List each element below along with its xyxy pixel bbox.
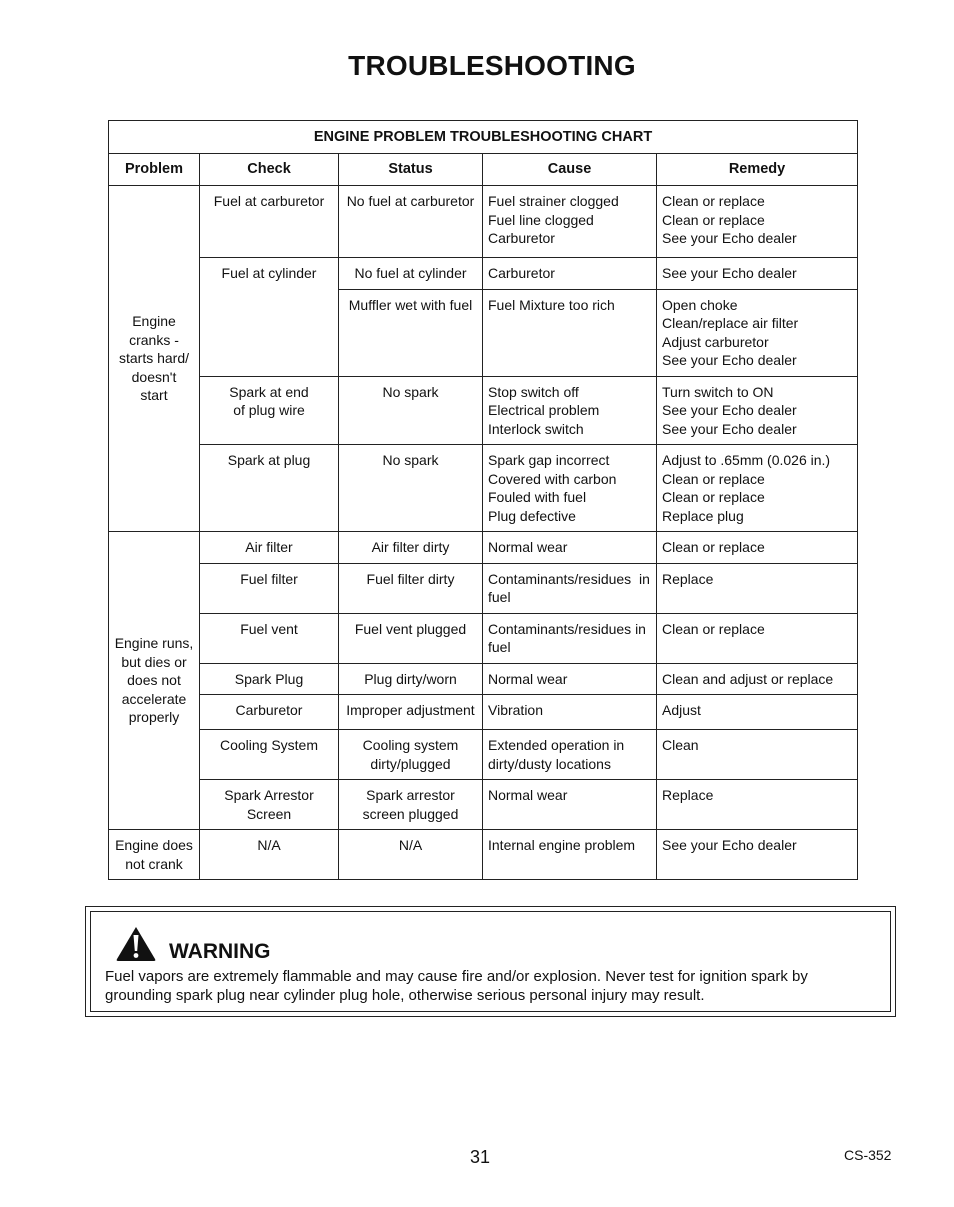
check-cell: Fuel at cylinder — [200, 258, 339, 377]
header-row — [109, 154, 858, 186]
table-row — [109, 663, 858, 695]
cause-line: Fuel line clogged — [488, 211, 594, 228]
cause-cell: Normal wear — [483, 532, 657, 564]
check-cell: Fuel filter — [200, 563, 339, 613]
cause-cell — [483, 289, 657, 376]
check-label: Spark Arrestor Screen — [224, 787, 314, 822]
table-row — [109, 258, 858, 290]
cause-line: Plug defective — [488, 507, 576, 524]
status-cell: No spark — [339, 445, 483, 532]
cause-cell — [483, 730, 657, 780]
table-row — [109, 830, 858, 880]
remedy-cell: Clean or replace — [657, 613, 858, 663]
cause-label: Extended operation in dirty/dusty locations — [488, 737, 625, 772]
problem-label: Engine does not crank — [115, 837, 193, 872]
cause-line: Spark gap incorrect — [488, 452, 610, 468]
warning-box-inner — [90, 911, 891, 1012]
remedy-line: See your Echo dealer — [662, 265, 797, 281]
header-check: Check — [200, 154, 339, 186]
remedy-cell: Clean and adjust or replace — [657, 663, 858, 695]
problem-cell — [109, 532, 200, 830]
table-row — [109, 613, 858, 663]
check-cell — [200, 376, 339, 445]
cause-line: Stop switch off — [488, 383, 579, 400]
cause-line: Interlock switch — [488, 420, 584, 437]
remedy-cell — [657, 445, 858, 532]
remedy-line: Clean or replace — [662, 193, 765, 209]
warning-text: Fuel vapors are extremely flammable and may cause fire and/or explosion. Never test for ignition spark by grounding spark plug near cylinder plug hole, otherwise serious personal injury may result. — [105, 968, 808, 1004]
remedy-cell: Replace — [657, 780, 858, 830]
check-cell: Spark at plug — [200, 445, 339, 532]
cause-line: Fouled with fuel — [488, 489, 587, 505]
status-cell: Muffler wet with fuel — [339, 289, 483, 376]
problem-label: Engine cranks - starts hard/ doesn't start — [118, 313, 190, 404]
troubleshooting-chart — [108, 120, 858, 880]
status-cell: Fuel vent plugged — [339, 613, 483, 663]
cause-cell: Vibration — [483, 695, 657, 730]
status-cell: No fuel at carburetor — [339, 186, 483, 258]
remedy-line: See your Echo dealer — [662, 352, 797, 368]
check-cell: N/A — [200, 830, 339, 880]
remedy-line: Adjust carburetor — [662, 333, 769, 350]
status-label: Cooling system dirty/plugged — [362, 737, 459, 772]
status-label: Spark arrestor screen plugged — [362, 787, 459, 822]
check-cell — [200, 780, 339, 830]
check-cell: Carburetor — [200, 695, 339, 730]
remedy-line: Turn switch to ON — [662, 383, 774, 400]
remedy-line: See your Echo dealer — [662, 230, 797, 246]
remedy-line: Clean/replace air filter — [662, 315, 799, 331]
status-cell: Air filter dirty — [339, 532, 483, 564]
status-cell — [339, 780, 483, 830]
remedy-cell: Adjust — [657, 695, 858, 730]
table-row — [109, 376, 858, 445]
header-remedy: Remedy — [657, 154, 858, 186]
cause-line: Electrical problem — [488, 402, 600, 418]
remedy-cell: Clean or replace — [657, 532, 858, 564]
status-cell: No fuel at cylinder — [339, 258, 483, 290]
document-code: CS-352 — [844, 1147, 892, 1163]
problem-cell — [109, 830, 200, 880]
status-cell: Fuel filter dirty — [339, 563, 483, 613]
status-cell: Plug dirty/worn — [339, 663, 483, 695]
remedy-line: Clean or replace — [662, 470, 765, 487]
page-title: TROUBLESHOOTING — [348, 50, 636, 81]
remedy-cell — [657, 186, 858, 258]
status-cell: Improper adjustment — [339, 695, 483, 730]
remedy-line: See your Echo dealer — [662, 420, 797, 437]
cause-cell — [483, 186, 657, 258]
header-cause: Cause — [483, 154, 657, 186]
remedy-cell: Replace — [657, 563, 858, 613]
table-row — [109, 532, 858, 564]
remedy-line: Open choke — [662, 296, 738, 313]
table-row — [109, 563, 858, 613]
remedy-line: Adjust to .65mm (0.026 in.) — [662, 452, 831, 468]
cause-line: Carburetor — [488, 230, 555, 246]
status-cell — [339, 730, 483, 780]
check-cell: Spark Plug — [200, 663, 339, 695]
cause-line: Covered with carbon — [488, 470, 617, 487]
remedy-line: Clean or replace — [662, 489, 765, 505]
problem-label: Engine runs, but dies or does not accelerate properly — [114, 635, 194, 726]
cause-line: Fuel strainer clogged — [488, 193, 619, 209]
header-status: Status — [339, 154, 483, 186]
cause-cell — [483, 376, 657, 445]
chart-title: ENGINE PROBLEM TROUBLESHOOTING CHART — [109, 121, 858, 154]
page-number: 31 — [470, 1147, 491, 1167]
cause-line: Fuel Mixture too rich — [488, 296, 615, 313]
warning-box — [85, 906, 896, 1017]
table-row — [109, 730, 858, 780]
status-cell: N/A — [339, 830, 483, 880]
table-row — [109, 186, 858, 258]
remedy-cell — [657, 376, 858, 445]
check-cell: Fuel at carburetor — [200, 186, 339, 258]
cause-cell: Internal engine problem — [483, 830, 657, 880]
cause-cell — [483, 445, 657, 532]
cause-cell: Normal wear — [483, 663, 657, 695]
table-row — [109, 445, 858, 532]
warning-title: WARNING — [169, 940, 271, 963]
table-row — [109, 695, 858, 730]
problem-cell — [109, 186, 200, 532]
warning-triangle-icon — [114, 925, 158, 963]
check-label: Spark at end of plug wire — [229, 383, 309, 418]
cause-cell: Normal wear — [483, 780, 657, 830]
check-cell: Air filter — [200, 532, 339, 564]
remedy-cell: Clean — [657, 730, 858, 780]
check-cell: Cooling System — [200, 730, 339, 780]
header-problem: Problem — [109, 154, 200, 186]
cause-cell: Contaminants/residues in fuel — [483, 563, 657, 613]
remedy-line: See your Echo dealer — [662, 402, 797, 418]
check-cell: Fuel vent — [200, 613, 339, 663]
table-row — [109, 780, 858, 830]
cause-line: Carburetor — [488, 265, 555, 281]
cause-cell: Contaminants/residues in fuel — [483, 613, 657, 663]
remedy-cell — [657, 258, 858, 290]
remedy-line: Replace plug — [662, 507, 744, 524]
cause-cell — [483, 258, 657, 290]
remedy-cell: See your Echo dealer — [657, 830, 858, 880]
status-cell: No spark — [339, 376, 483, 445]
remedy-line: Clean or replace — [662, 211, 765, 228]
remedy-cell — [657, 289, 858, 376]
